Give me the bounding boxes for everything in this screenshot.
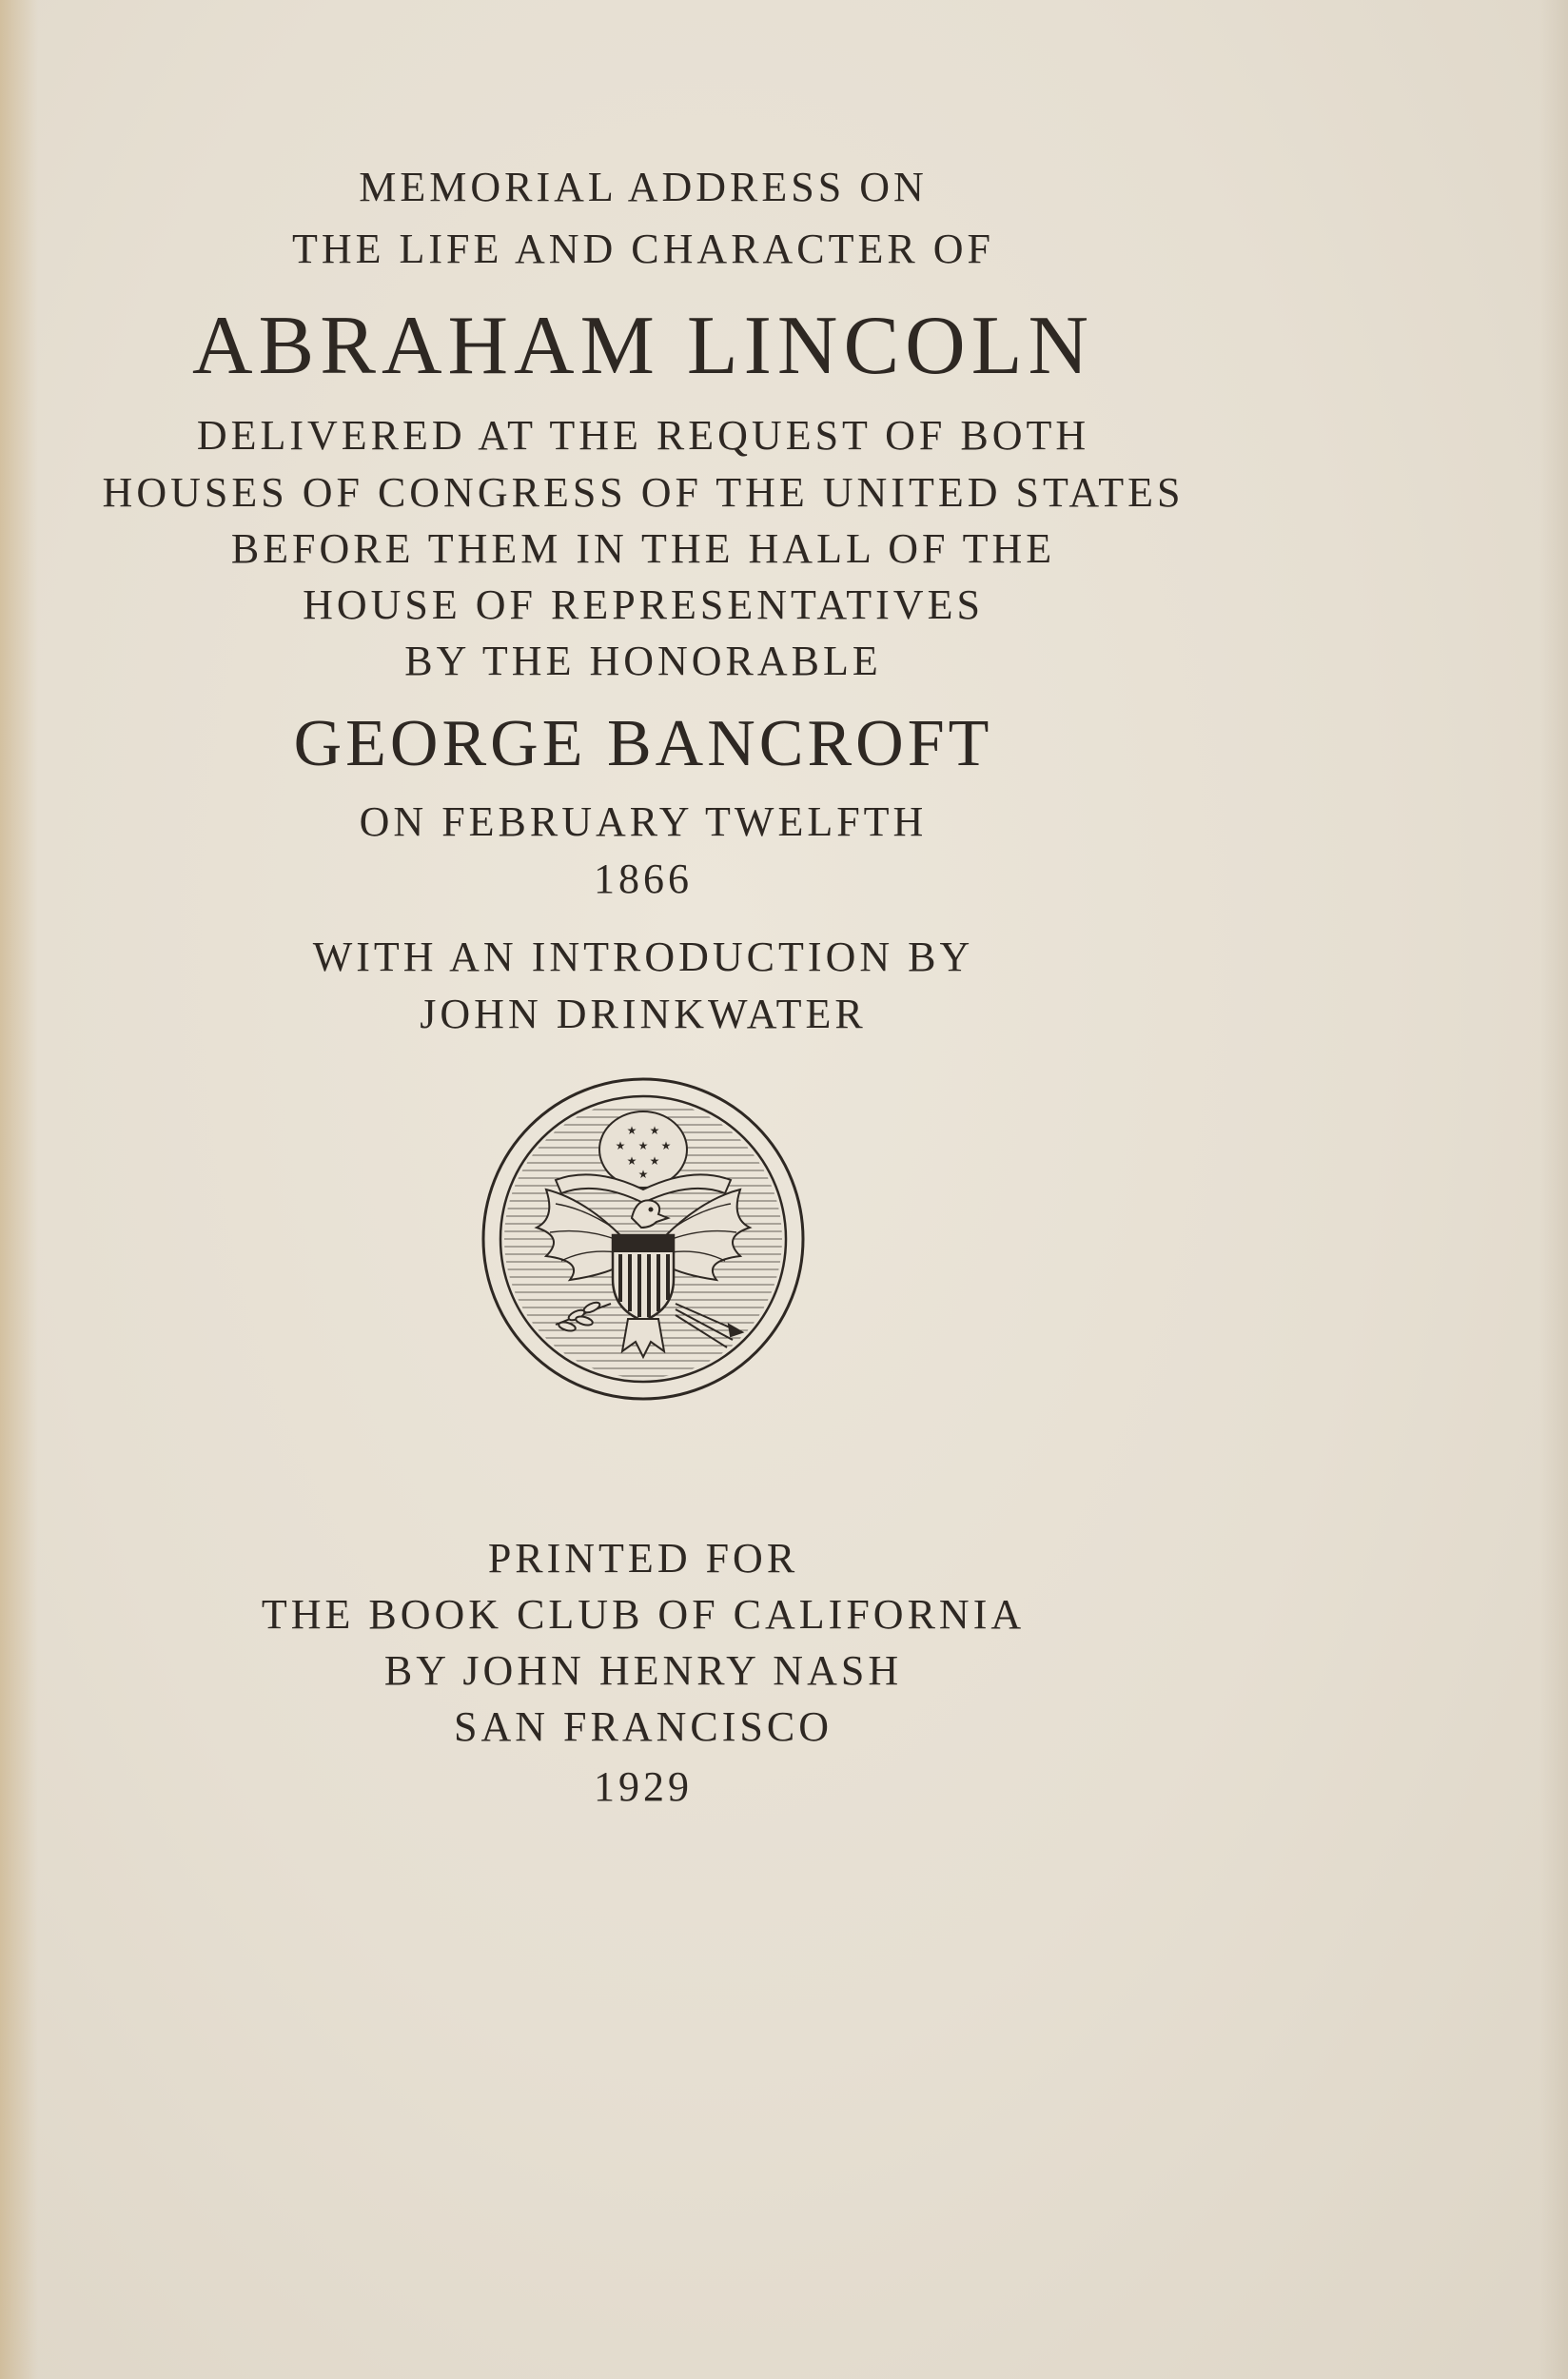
imprint-year: 1929 [594,1763,693,1810]
svg-text:★: ★ [649,1124,660,1137]
great-seal-eagle-icon [480,1075,807,1403]
delivered-line-3: BEFORE THEM IN THE HALL OF THE [230,525,1056,572]
subject-name: ABRAHAM LINCOLN [192,300,1094,392]
intro-author: JOHN DRINKWATER [420,991,867,1037]
spine-shadow [1539,0,1568,2379]
delivered-line-2: HOUSES OF CONGRESS OF THE UNITED STATES [102,469,1185,516]
title-line-1: MEMORIAL ADDRESS ON [359,164,928,210]
year-1866: 1866 [594,855,693,902]
imprint-line-3: BY JOHN HENRY NASH [383,1647,903,1694]
svg-text:★: ★ [660,1139,672,1152]
intro-line: WITH AN INTRODUCTION BY [312,934,974,980]
svg-text:★: ★ [626,1154,637,1168]
title-line-2: THE LIFE AND CHARACTER OF [291,226,995,272]
svg-text:★: ★ [649,1154,660,1168]
delivered-line-1: DELIVERED AT THE REQUEST OF BOTH [196,412,1090,459]
delivered-line-5: BY THE HONORABLE [404,638,882,684]
svg-text:★: ★ [637,1139,649,1152]
imprint-line-4: SAN FRANCISCO [454,1703,833,1750]
date-line: ON FEBRUARY TWELFTH [359,798,928,845]
svg-text:★: ★ [626,1124,637,1137]
svg-text:★: ★ [615,1139,626,1152]
delivered-line-4: HOUSE OF REPRESENTATIVES [303,581,984,628]
svg-text:★: ★ [637,1168,649,1181]
imprint-line-1: PRINTED FOR [487,1535,799,1582]
author-name: GEORGE BANCROFT [293,707,993,780]
imprint-line-2: THE BOOK CLUB OF CALIFORNIA [261,1591,1026,1638]
